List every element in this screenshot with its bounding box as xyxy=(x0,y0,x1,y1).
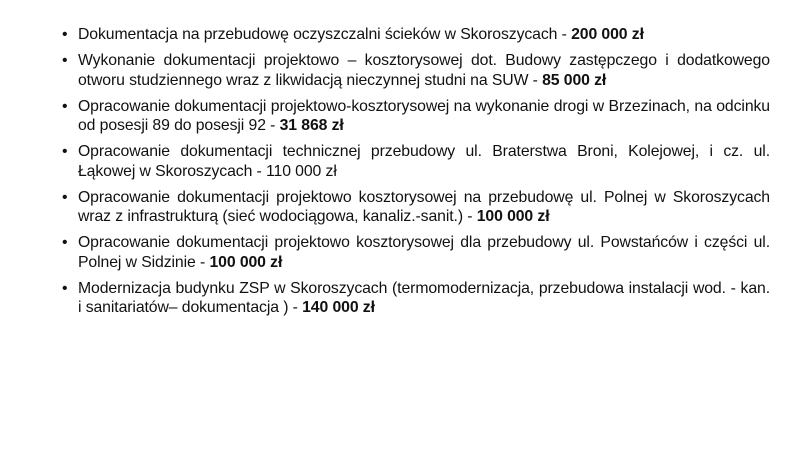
list-item xyxy=(62,279,770,318)
item-text: Opracowanie dokumentacji projektowo kosztorysowej na przebudowę ul. Polnej w Skoroszycach wraz z infrastrukturą (sieć wodociągowa, kanaliz.-sanit.) - xyxy=(78,188,770,225)
list-item xyxy=(62,51,770,90)
item-text: Wykonanie dokumentacji projektowo – kosztorysowej dot. Budowy zastępczego i dodatkowego otworu studziennego wraz z likwidacją nieczynnej studni na SUW - xyxy=(78,52,770,89)
item-amount: 31 868 zł xyxy=(279,117,344,134)
item-text: Opracowanie dokumentacji technicznej przebudowy ul. Braterstwa Broni, Kolejowej, i cz. ul. Łąkowej w Skoroszycach - 110 000 zł xyxy=(78,143,770,180)
item-amount: 85 000 zł xyxy=(542,71,607,89)
item-text: Modernizacja budynku ZSP w Skoroszycach (termomodernizacja, przebudowa instalacji wod. - kan. i sanitariatów– dokumentacja ) - xyxy=(78,279,770,316)
item-amount: 100 000 zł xyxy=(476,208,550,225)
item-amount: 100 000 zł xyxy=(209,253,283,271)
item-text: Opracowanie dokumentacji projektowo kosztorysowej dla przebudowy ul. Powstańców i części ul. Polnej w Sidzinie - xyxy=(78,234,770,271)
item-amount: 200 000 zł xyxy=(571,26,644,43)
item-amount: 140 000 zł xyxy=(302,299,375,316)
list-item xyxy=(62,142,770,181)
item-text: Dokumentacja na przebudowę oczyszczalni ścieków w Skoroszycach - xyxy=(78,26,572,43)
list-item xyxy=(62,25,770,45)
list-item xyxy=(62,188,770,227)
bullet-list xyxy=(62,25,770,324)
list-item xyxy=(62,233,770,272)
list-item xyxy=(62,97,770,136)
item-text: Opracowanie dokumentacji projektowo-kosztorysowej na wykonanie drogi w Brzezinach, na odcinku od posesji 89 do posesji 92 - xyxy=(78,97,770,134)
